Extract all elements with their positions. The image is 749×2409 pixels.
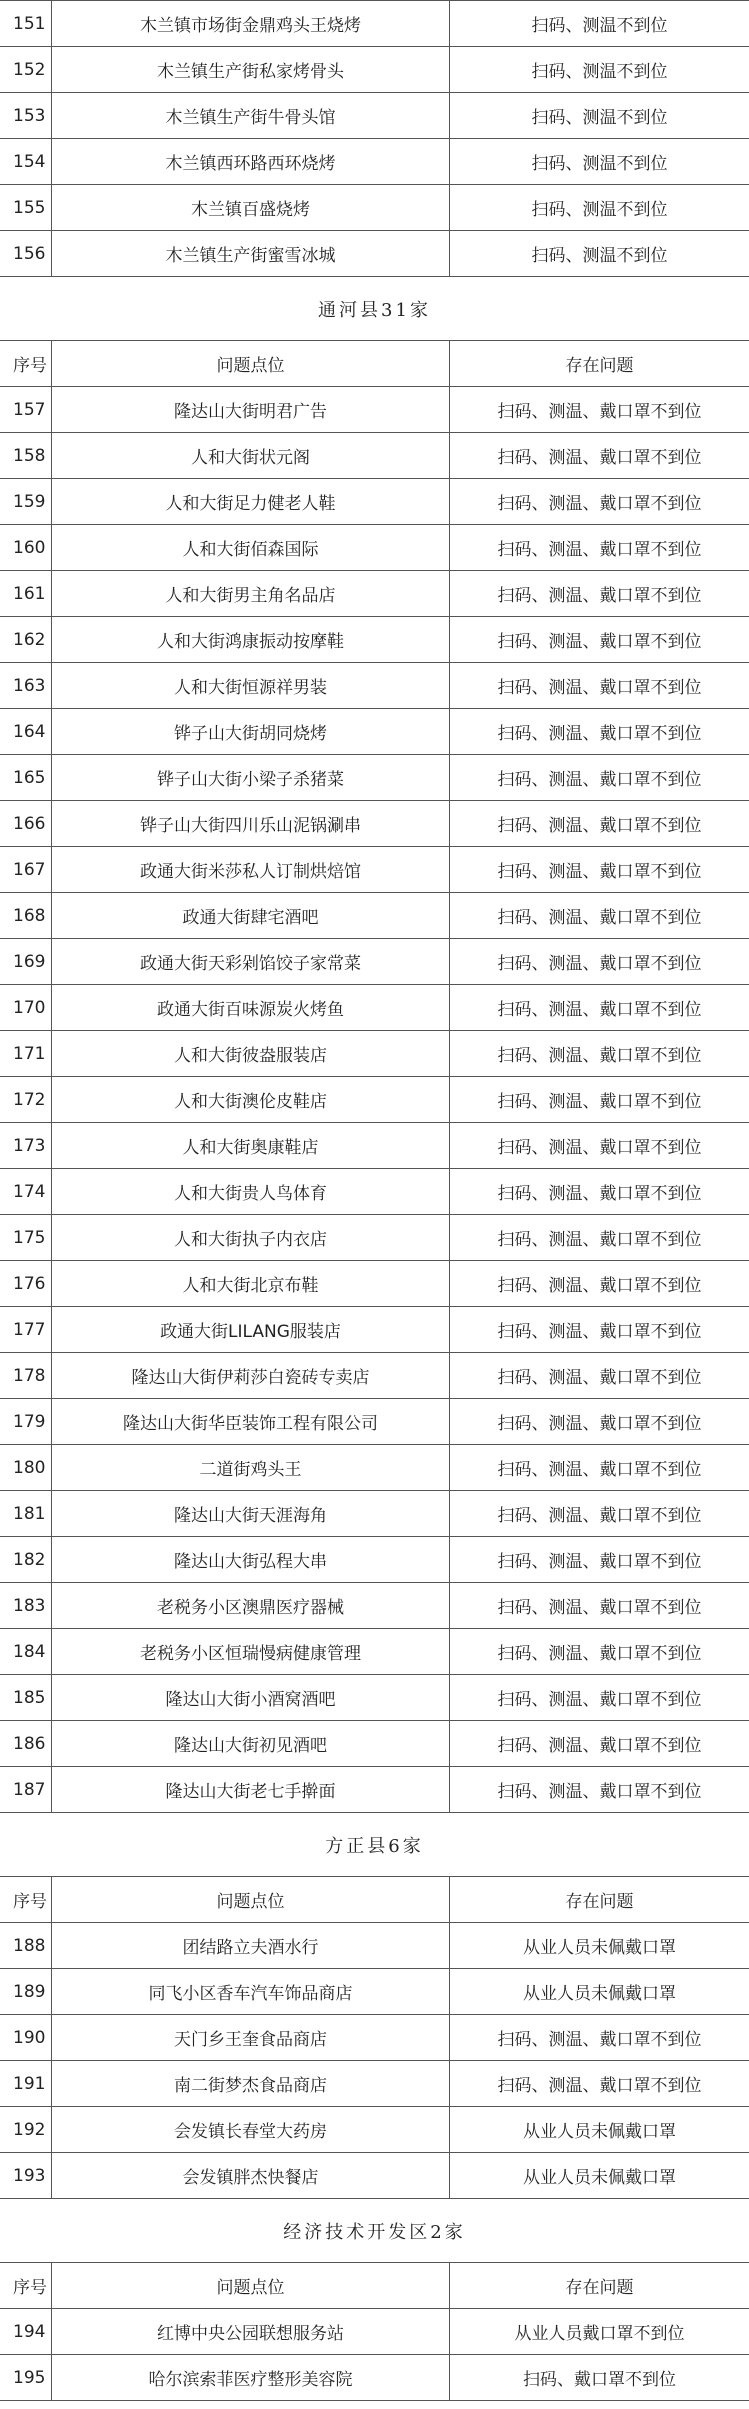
header-location: 问题点位 — [52, 1877, 450, 1922]
row-location: 隆达山大街明君广告 — [52, 387, 450, 432]
row-location: 老税务小区恒瑞慢病健康管理 — [52, 1629, 450, 1674]
table-row — [0, 1215, 749, 1261]
row-number: 156 — [0, 231, 52, 276]
row-number: 155 — [0, 185, 52, 230]
row-location: 木兰镇市场街金鼎鸡头王烧烤 — [52, 1, 450, 46]
row-issue: 扫码、测温、戴口罩不到位 — [497, 1184, 702, 1204]
row-issue: 扫码、测温、戴口罩不到位 — [497, 908, 702, 928]
row-issue: 扫码、测温、戴口罩不到位 — [497, 1092, 702, 1112]
row-number: 177 — [0, 1307, 52, 1352]
row-location: 隆达山大街天涯海角 — [52, 1491, 450, 1536]
row-issue: 扫码、测温不到位 — [531, 200, 668, 220]
table-row — [0, 1, 749, 47]
row-issue: 扫码、测温、戴口罩不到位 — [497, 1736, 702, 1756]
row-location: 铧子山大街小梁子杀猪菜 — [52, 755, 450, 800]
row-number: 154 — [0, 139, 52, 184]
row-number: 164 — [0, 709, 52, 754]
section-title: 通河县31家 — [0, 277, 749, 341]
row-number: 153 — [0, 93, 52, 138]
row-number: 181 — [0, 1491, 52, 1536]
table-row — [0, 1969, 749, 2015]
table-row — [0, 1123, 749, 1169]
header-issue: 存在问题 — [565, 1892, 634, 1912]
row-location: 天门乡王奎食品商店 — [52, 2015, 450, 2060]
row-issue: 扫码、测温、戴口罩不到位 — [497, 2030, 702, 2050]
row-issue: 扫码、测温、戴口罩不到位 — [497, 1368, 702, 1388]
row-number: 170 — [0, 985, 52, 1030]
row-number: 184 — [0, 1629, 52, 1674]
row-location: 会发镇胖杰快餐店 — [52, 2153, 450, 2198]
row-location: 人和大街恒源祥男装 — [52, 663, 450, 708]
row-location: 红博中央公园联想服务站 — [52, 2309, 450, 2354]
table-row — [0, 571, 749, 617]
row-number: 176 — [0, 1261, 52, 1306]
row-number: 157 — [0, 387, 52, 432]
row-issue: 扫码、测温不到位 — [531, 62, 668, 82]
table-row — [0, 1629, 749, 1675]
row-issue: 从业人员未佩戴口罩 — [523, 1984, 676, 2004]
row-location: 人和大街澳伦皮鞋店 — [52, 1077, 450, 1122]
row-location: 木兰镇西环路西环烧烤 — [52, 139, 450, 184]
row-issue: 从业人员未佩戴口罩 — [523, 1938, 676, 1958]
table-row — [0, 387, 749, 433]
row-issue: 扫码、测温、戴口罩不到位 — [497, 1598, 702, 1618]
row-location: 木兰镇生产街蜜雪冰城 — [52, 231, 450, 276]
table-row — [0, 893, 749, 939]
header-issue: 存在问题 — [565, 356, 634, 376]
table-row — [0, 1583, 749, 1629]
row-location: 政通大街米莎私人订制烘焙馆 — [52, 847, 450, 892]
row-number: 151 — [0, 1, 52, 46]
row-issue: 从业人员戴口罩不到位 — [514, 2324, 685, 2344]
row-location: 铧子山大街胡同烧烤 — [52, 709, 450, 754]
table-row — [0, 1307, 749, 1353]
row-location: 人和大街北京布鞋 — [52, 1261, 450, 1306]
row-issue: 扫码、测温、戴口罩不到位 — [497, 494, 702, 514]
row-number: 193 — [0, 2153, 52, 2198]
row-issue: 扫码、测温、戴口罩不到位 — [497, 1690, 702, 1710]
row-issue: 扫码、测温、戴口罩不到位 — [497, 1414, 702, 1434]
row-issue: 扫码、测温、戴口罩不到位 — [497, 816, 702, 836]
row-number: 183 — [0, 1583, 52, 1628]
table-row — [0, 1721, 749, 1767]
table-row — [0, 801, 749, 847]
row-location: 政通大街天彩剁馅饺子家常菜 — [52, 939, 450, 984]
table-row — [0, 2015, 749, 2061]
header-number: 序号 — [0, 341, 52, 386]
row-issue: 扫码、测温不到位 — [531, 246, 668, 266]
row-number: 168 — [0, 893, 52, 938]
row-number: 179 — [0, 1399, 52, 1444]
row-number: 158 — [0, 433, 52, 478]
table-row — [0, 139, 749, 185]
row-number: 191 — [0, 2061, 52, 2106]
row-issue: 扫码、测温不到位 — [531, 108, 668, 128]
row-number: 159 — [0, 479, 52, 524]
row-location: 木兰镇百盛烧烤 — [52, 185, 450, 230]
row-issue: 扫码、测温不到位 — [531, 16, 668, 36]
row-location: 政通大街LILANG服装店 — [52, 1307, 450, 1352]
row-number: 166 — [0, 801, 52, 846]
row-location: 隆达山大街华臣装饰工程有限公司 — [52, 1399, 450, 1444]
row-number: 173 — [0, 1123, 52, 1168]
row-issue: 扫码、测温、戴口罩不到位 — [497, 402, 702, 422]
row-number: 178 — [0, 1353, 52, 1398]
table-header-row — [0, 341, 749, 387]
row-number: 161 — [0, 571, 52, 616]
row-number: 175 — [0, 1215, 52, 1260]
row-number: 182 — [0, 1537, 52, 1582]
row-location: 人和大街佰森国际 — [52, 525, 450, 570]
row-issue: 从业人员未佩戴口罩 — [523, 2122, 676, 2142]
row-number: 171 — [0, 1031, 52, 1076]
row-issue: 扫码、测温、戴口罩不到位 — [497, 1460, 702, 1480]
row-number: 194 — [0, 2309, 52, 2354]
row-number: 160 — [0, 525, 52, 570]
row-issue: 扫码、测温、戴口罩不到位 — [497, 632, 702, 652]
table-row — [0, 1261, 749, 1307]
row-number: 152 — [0, 47, 52, 92]
row-location: 铧子山大街四川乐山泥锅涮串 — [52, 801, 450, 846]
table-row — [0, 663, 749, 709]
row-issue: 扫码、测温、戴口罩不到位 — [497, 1506, 702, 1526]
row-issue: 扫码、测温、戴口罩不到位 — [497, 724, 702, 744]
header-number: 序号 — [0, 1877, 52, 1922]
row-location: 隆达山大街小酒窝酒吧 — [52, 1675, 450, 1720]
row-location: 人和大街状元阁 — [52, 433, 450, 478]
table-row — [0, 525, 749, 571]
row-issue: 扫码、测温、戴口罩不到位 — [497, 1552, 702, 1572]
row-number: 180 — [0, 1445, 52, 1490]
row-number: 188 — [0, 1923, 52, 1968]
table-row — [0, 93, 749, 139]
row-number: 189 — [0, 1969, 52, 2014]
table-row — [0, 2355, 749, 2401]
table-row — [0, 2153, 749, 2199]
row-location: 二道街鸡头王 — [52, 1445, 450, 1490]
row-location: 人和大街贵人鸟体育 — [52, 1169, 450, 1214]
row-issue: 扫码、测温、戴口罩不到位 — [497, 2076, 702, 2096]
row-issue: 扫码、测温不到位 — [531, 154, 668, 174]
row-number: 187 — [0, 1767, 52, 1812]
row-issue: 扫码、测温、戴口罩不到位 — [497, 1276, 702, 1296]
table-row — [0, 433, 749, 479]
row-number: 167 — [0, 847, 52, 892]
row-location: 人和大街男主角名品店 — [52, 571, 450, 616]
table-row — [0, 617, 749, 663]
row-number: 192 — [0, 2107, 52, 2152]
header-issue: 存在问题 — [565, 2278, 634, 2298]
table-row — [0, 985, 749, 1031]
row-location: 隆达山大街伊莉莎白瓷砖专卖店 — [52, 1353, 450, 1398]
row-issue: 从业人员未佩戴口罩 — [523, 2168, 676, 2188]
row-issue: 扫码、测温、戴口罩不到位 — [497, 678, 702, 698]
header-location: 问题点位 — [52, 341, 450, 386]
table-row — [0, 479, 749, 525]
row-location: 木兰镇生产街牛骨头馆 — [52, 93, 450, 138]
row-location: 隆达山大街老七手擀面 — [52, 1767, 450, 1812]
row-location: 哈尔滨索菲医疗整形美容院 — [52, 2355, 450, 2400]
row-issue: 扫码、测温、戴口罩不到位 — [497, 1000, 702, 1020]
row-issue: 扫码、测温、戴口罩不到位 — [497, 862, 702, 882]
row-location: 人和大街彼盎服装店 — [52, 1031, 450, 1076]
row-number: 163 — [0, 663, 52, 708]
row-location: 政通大街百味源炭火烤鱼 — [52, 985, 450, 1030]
row-location: 人和大街鸿康振动按摩鞋 — [52, 617, 450, 662]
row-location: 隆达山大街弘程大串 — [52, 1537, 450, 1582]
header-location: 问题点位 — [52, 2263, 450, 2308]
table-row — [0, 1675, 749, 1721]
row-location: 人和大街执子内衣店 — [52, 1215, 450, 1260]
row-number: 190 — [0, 2015, 52, 2060]
table-row — [0, 1923, 749, 1969]
row-number: 195 — [0, 2355, 52, 2400]
row-number: 162 — [0, 617, 52, 662]
table-row — [0, 1767, 749, 1813]
row-issue: 扫码、测温、戴口罩不到位 — [497, 448, 702, 468]
table-row — [0, 1491, 749, 1537]
section-title: 方正县6家 — [0, 1813, 749, 1877]
row-number: 186 — [0, 1721, 52, 1766]
row-number: 174 — [0, 1169, 52, 1214]
table-row — [0, 185, 749, 231]
section-title: 经济技术开发区2家 — [0, 2199, 749, 2263]
table-row — [0, 2309, 749, 2355]
table-row — [0, 709, 749, 755]
row-number: 172 — [0, 1077, 52, 1122]
table-header-row — [0, 2263, 749, 2309]
row-location: 木兰镇生产街私家烤骨头 — [52, 47, 450, 92]
row-location: 隆达山大街初见酒吧 — [52, 1721, 450, 1766]
table-header-row — [0, 1877, 749, 1923]
table-row — [0, 2107, 749, 2153]
table-row — [0, 1537, 749, 1583]
table-row — [0, 1031, 749, 1077]
row-location: 团结路立夫酒水行 — [52, 1923, 450, 1968]
table-row — [0, 1077, 749, 1123]
row-issue: 扫码、测温、戴口罩不到位 — [497, 540, 702, 560]
row-issue: 扫码、测温、戴口罩不到位 — [497, 954, 702, 974]
row-number: 169 — [0, 939, 52, 984]
row-issue: 扫码、戴口罩不到位 — [523, 2370, 676, 2390]
table-row — [0, 1353, 749, 1399]
table-row — [0, 1169, 749, 1215]
table-row — [0, 847, 749, 893]
row-issue: 扫码、测温、戴口罩不到位 — [497, 770, 702, 790]
row-location: 人和大街足力健老人鞋 — [52, 479, 450, 524]
row-location: 同飞小区香车汽车饰品商店 — [52, 1969, 450, 2014]
row-location: 南二街梦杰食品商店 — [52, 2061, 450, 2106]
row-location: 会发镇长春堂大药房 — [52, 2107, 450, 2152]
row-number: 185 — [0, 1675, 52, 1720]
row-issue: 扫码、测温、戴口罩不到位 — [497, 1644, 702, 1664]
table-row — [0, 47, 749, 93]
header-number: 序号 — [0, 2263, 52, 2308]
row-issue: 扫码、测温、戴口罩不到位 — [497, 1230, 702, 1250]
table-row — [0, 939, 749, 985]
row-location: 人和大街奥康鞋店 — [52, 1123, 450, 1168]
table-row — [0, 1445, 749, 1491]
row-issue: 扫码、测温、戴口罩不到位 — [497, 1138, 702, 1158]
table-row — [0, 1399, 749, 1445]
row-number: 165 — [0, 755, 52, 800]
table-row — [0, 2061, 749, 2107]
row-issue: 扫码、测温、戴口罩不到位 — [497, 1046, 702, 1066]
row-issue: 扫码、测温、戴口罩不到位 — [497, 1782, 702, 1802]
table-row — [0, 755, 749, 801]
table-row — [0, 231, 749, 277]
row-location: 政通大街肆宅酒吧 — [52, 893, 450, 938]
row-issue: 扫码、测温、戴口罩不到位 — [497, 1322, 702, 1342]
row-location: 老税务小区澳鼎医疗器械 — [52, 1583, 450, 1628]
row-issue: 扫码、测温、戴口罩不到位 — [497, 586, 702, 606]
